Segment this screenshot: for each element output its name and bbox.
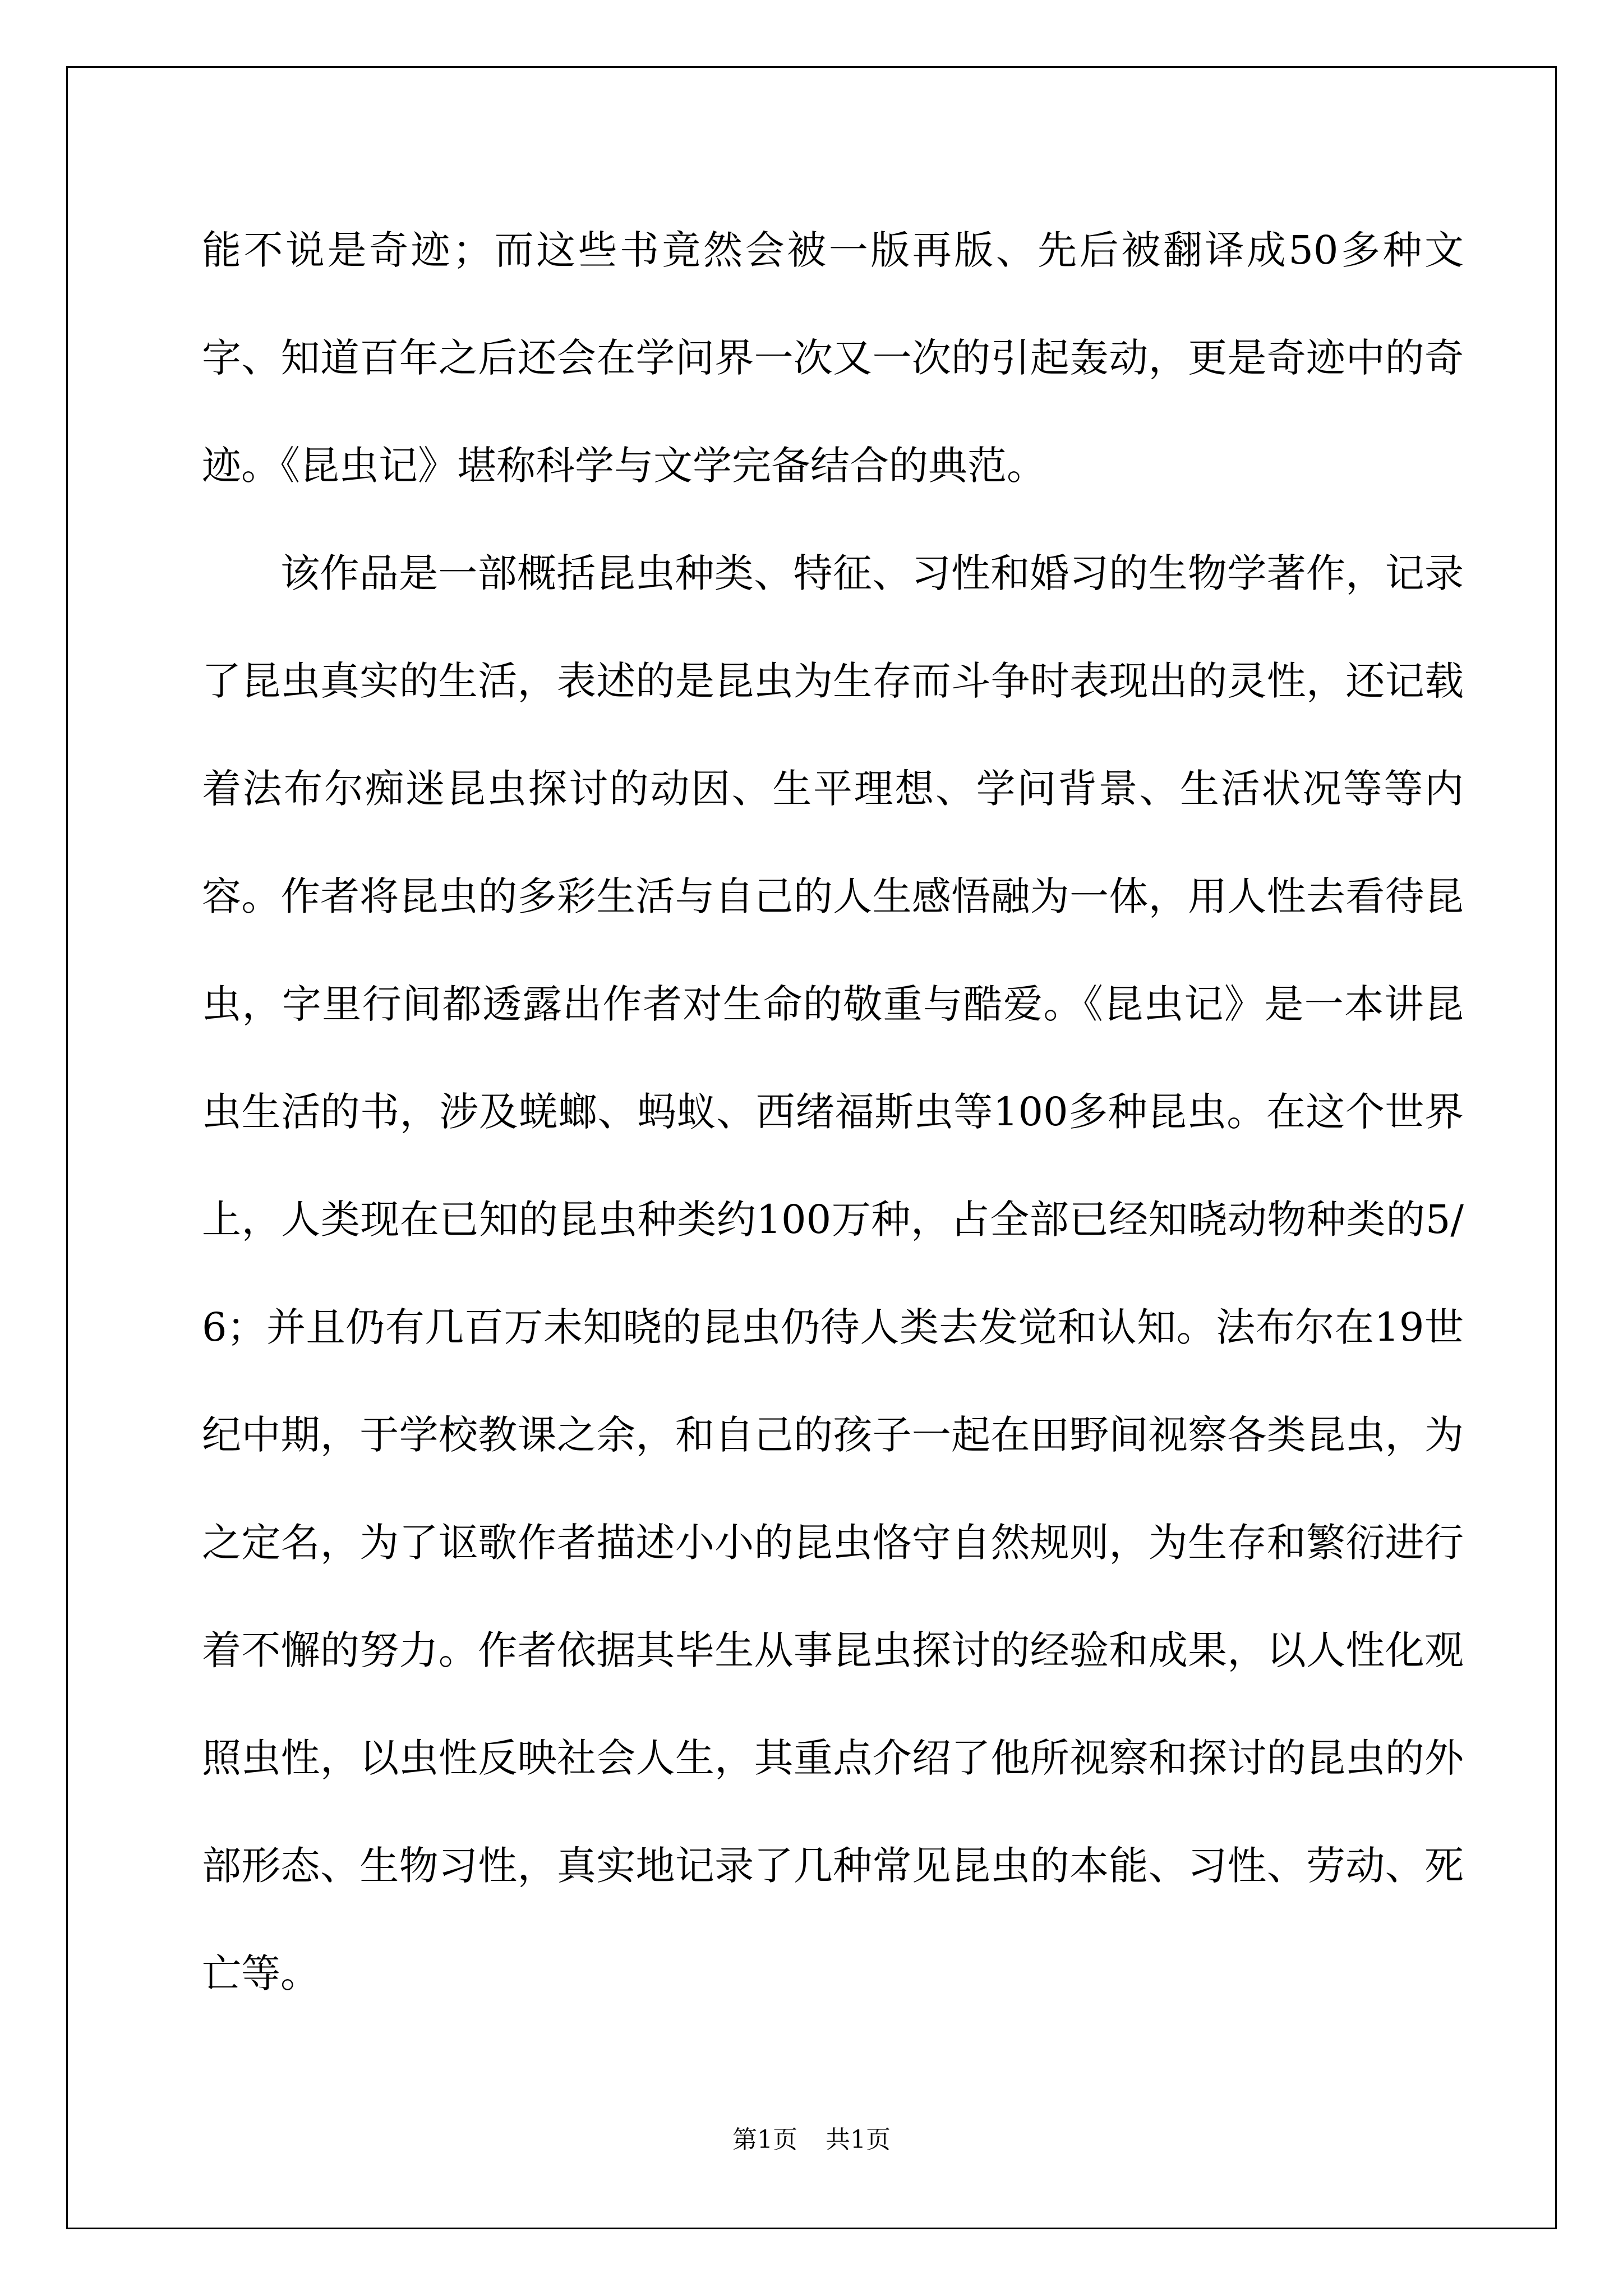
page-footer bbox=[0, 2123, 1623, 2157]
paragraph-2: 该作品是一部概括昆虫种类、特征、习性和婚习的生物学著作，记录了昆虫真实的生活，表述的是昆虫为生存而斗争时表现出的灵性，还记载着法布尔痴迷昆虫探讨的动因、生平理想、学问背景、生活状况等等内容。作者将昆虫的多彩生活与自己的人生感悟融为一体，用人性去看待昆虫，字里行间都透露出作者对生命的敬重与酷爱。《昆虫记》是一本讲昆虫生活的书，涉及蜣螂、蚂蚁、西绪福斯虫等100多种昆虫。在这个世界上，人类现在已知的昆虫种类约100万种，占全部已经知晓动物种类的5/6；并且仍有几百万未知晓的昆虫仍待人类去发觉和认知。法布尔在19世纪中期，于学校教课之余，和自己的孩子一起在田野间视察各类昆虫，为之定名，为了讴歌作者描述小小的昆虫恪守自然规则，为生存和繁衍进行着不懈的努力。作者依据其毕生从事昆虫探讨的经验和成果，以人性化观照虫性，以虫性反映社会人生，其重点介绍了他所视察和探讨的昆虫的外部形态、生物习性，真实地记录了几种常见昆虫的本能、习性、劳动、死亡等。 bbox=[202, 550, 1464, 1996]
page-total: 共1页 bbox=[826, 2125, 891, 2154]
paragraph-1: 能不说是奇迹；而这些书竟然会被一版再版、先后被翻译成50多种文字、知道百年之后还会在学问界一次又一次的引起轰动，更是奇迹中的奇迹。《昆虫记》堪称科学与文学完备结合的典范。 bbox=[202, 227, 1464, 489]
document-body bbox=[202, 196, 1464, 2027]
page-number: 第1页 bbox=[732, 2125, 797, 2154]
